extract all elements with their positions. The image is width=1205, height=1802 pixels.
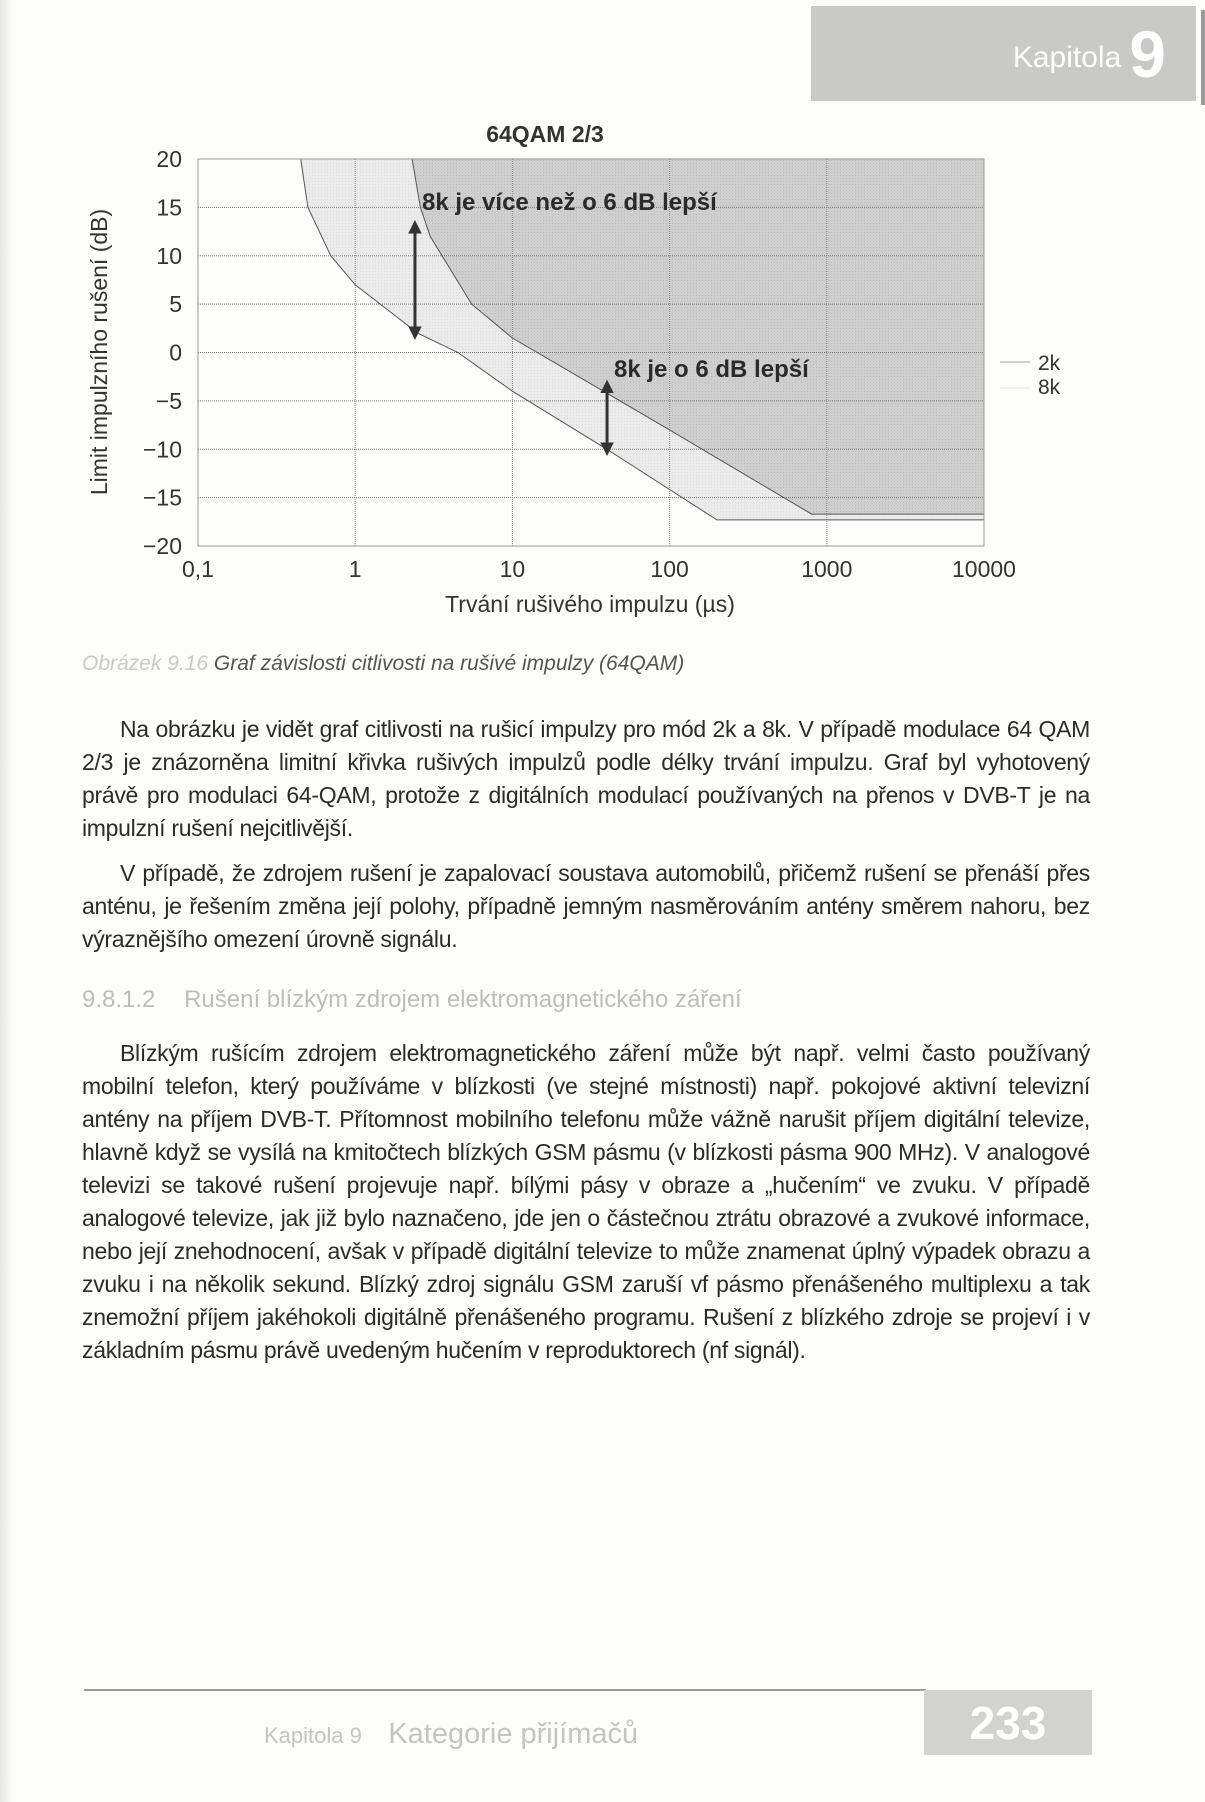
chart-legend	[1000, 352, 1061, 399]
chapter-tab	[811, 6, 1196, 101]
chapter-tab-number: 9	[1129, 16, 1166, 91]
annotation-8k-more-than-6db: 8k je více než o 6 dB lepší	[422, 189, 717, 216]
figure-caption-number: Obrázek 9.16	[82, 652, 209, 675]
paragraph-2-text: V případě, že zdrojem rušení je zapalovací soustava automobilů, přičemž rušení se přenáší přes anténu, je řešením změna její polohy, případně jemným nasměrováním antény směrem nahoru, bez výraznějšího omezení úrovně signálu.	[82, 860, 1090, 952]
paragraph-1-text: Na obrázku je vidět graf citlivosti na rušicí impulzy pro mód 2k a 8k. V případě modulace 64 QAM 2/3 je znázorněna limitní křivka rušivých impulzů podle délky trvání impulzu. Graf byl vyhotovený právě pro modulaci 64-QAM, protože z digitálních modulací používaných na přenos v DVB-T je na impulzní rušení nejcitlivější.	[82, 716, 1090, 841]
chart-title: 64QAM 2/3	[486, 121, 604, 147]
footer-chapter-title: Kategorie přijímačů	[388, 1718, 639, 1750]
paragraph-graph-description	[82, 713, 1090, 845]
y-tick-label: 5	[169, 291, 182, 318]
y-tick-label: −10	[142, 436, 182, 463]
x-tick-label: 0,1	[182, 556, 214, 582]
y-tick-label: 0	[169, 339, 182, 366]
figure-caption-text: Graf závislosti citlivosti na rušivé impulzy (64QAM)	[213, 652, 685, 675]
y-tick-label: 10	[156, 242, 182, 269]
section-title: Rušení blízkým zdrojem elektromagnetického záření	[184, 986, 742, 1013]
x-axis-label: Trvání rušivého impulzu (µs)	[445, 591, 735, 617]
sensitivity-chart	[0, 100, 1205, 660]
x-tick-label: 1	[348, 556, 362, 582]
x-tick-label: 100	[650, 556, 689, 582]
section-number: 9.8.1.2	[82, 986, 156, 1013]
paragraph-3-text: Blízkým rušícím zdrojem elektromagnetického záření může být např. velmi často používaný mobilní telefon, který používáme v blízkosti (ve stejné místnosti) např. pokojové aktivní televizní antény na příjem DVB-T. Přítomnost mobilního telefonu může vážně narušit příjem digitální televize, hlavně když se vysílá na kmitočtech blízkých GSM pásmu (v blízkosti pásma 900 MHz). V analogové televizi se takové rušení projevuje např. bílými pásy v obraze a „hučením“ ve zvuku. V případě analogové televize, jak již bylo naznačeno, jde jen o částečnou ztrátu obrazové a zvukové informace, nebo její znehodnocení, avšak v případě digitální televize to může znamenat úplný výpadek obrazu a zvuku i na několik sekund. Blízký zdroj signálu GSM zaruší vf pásmo přenášeného multiplexu a tak znemožní příjem jakéhokoli digitálně přenášeného programu. Rušení z blízkého zdroje se projeví i v základním pásmu právě uvedeným hučením v reproduktorech (nf signál).	[82, 1040, 1090, 1363]
y-tick-label: −15	[142, 484, 182, 511]
paragraph-car-ignition	[82, 857, 1090, 956]
x-tick-label: 10000	[952, 556, 1016, 582]
y-tick-label: 20	[156, 146, 182, 172]
legend-label-8k: 8k	[1038, 376, 1061, 399]
y-tick-label: 15	[156, 194, 182, 221]
y-tick-label: −5	[155, 387, 182, 414]
page-edge-strip	[1201, 10, 1205, 105]
running-footer	[264, 1718, 638, 1751]
footer-chapter-label: Kapitola 9	[264, 1723, 362, 1748]
y-tick-label: −20	[142, 533, 182, 559]
paragraph-mobile-interference	[82, 1037, 1090, 1367]
footer-divider	[84, 1689, 926, 1691]
chapter-tab-label: Kapitola	[1012, 40, 1122, 74]
x-tick-label: 1000	[801, 556, 853, 582]
y-axis-label: Limit impulzního rušení (dB)	[86, 208, 112, 496]
figure-caption	[82, 652, 684, 676]
x-tick-label: 10	[499, 556, 526, 582]
annotation-8k-6db: 8k je o 6 dB lepší	[614, 356, 809, 383]
legend-label-2k: 2k	[1038, 352, 1061, 375]
section-heading	[82, 986, 742, 1014]
page-number: 233	[924, 1690, 1092, 1755]
chart-svg	[0, 100, 1205, 660]
